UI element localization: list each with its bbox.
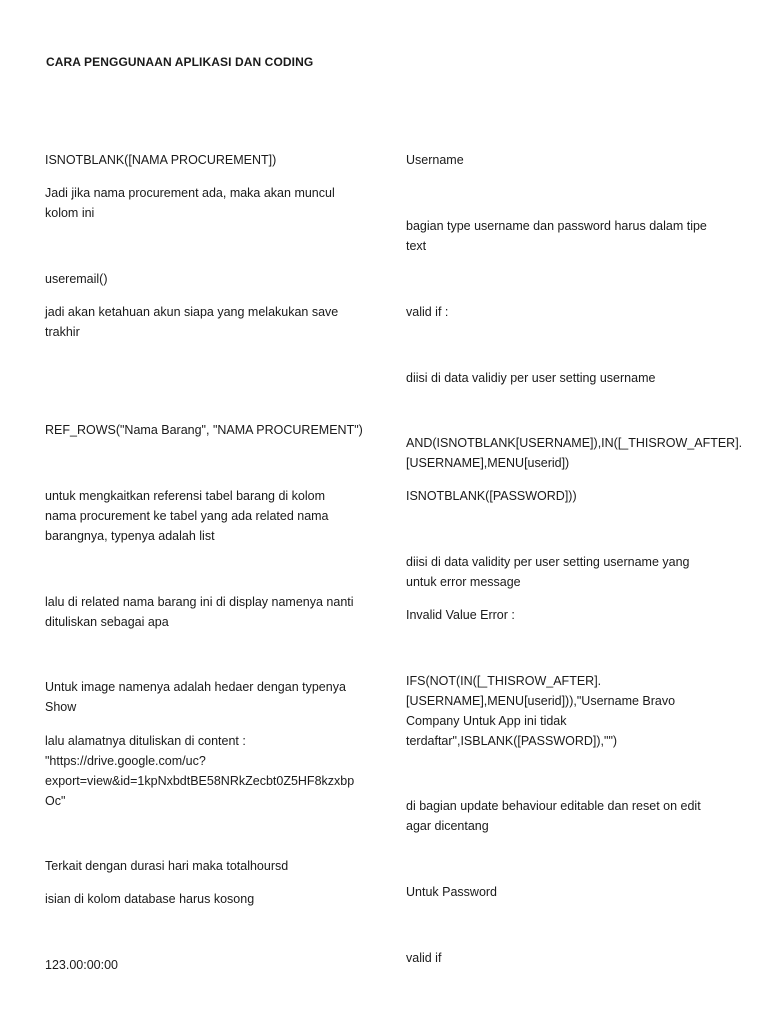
right-paragraph-11: Untuk Password — [406, 885, 498, 899]
page-title: CARA PENGGUNAAN APLIKASI DAN CODING — [46, 55, 314, 69]
left-paragraph-9: lalu alamatnya dituliskan di content : "https://drive.google.com/uc? export=view&id=1kpNxbdtBE58NRkZecbt0Z5HF8kzxbp Oc" — [45, 734, 355, 808]
right-paragraph-3: valid if : — [406, 305, 449, 319]
right-paragraph-1: Username — [406, 153, 464, 167]
right-paragraph-4: diisi di data validiy per user setting username — [406, 371, 656, 385]
right-paragraph-8: Invalid Value Error : — [406, 608, 515, 622]
left-paragraph-10: Terkait dengan durasi hari maka totalhoursd — [45, 859, 289, 873]
left-paragraph-2: Jadi jika nama procurement ada, maka akan muncul kolom ini — [45, 186, 335, 220]
right-paragraph-5: AND(ISNOTBLANK[USERNAME]),IN([_THISROW_AFTER]. [USERNAME],MENU[userid]) — [406, 436, 743, 470]
right-paragraph-7: diisi di data validity per user setting username yang untuk error message — [406, 555, 690, 589]
right-paragraph-10: di bagian update behaviour editable dan reset on edit agar dicentang — [406, 799, 701, 833]
left-paragraph-6: untuk mengkaitkan referensi tabel barang di kolom nama procurement ke tabel yang ada related nama barangnya, typenya adalah list — [45, 489, 329, 543]
right-paragraph-12: valid if — [406, 951, 442, 965]
left-paragraph-4: jadi akan ketahuan akun siapa yang melakukan save trakhir — [45, 305, 339, 339]
right-paragraph-6: ISNOTBLANK([PASSWORD])) — [406, 489, 577, 503]
left-paragraph-5: REF_ROWS("Nama Barang", "NAMA PROCUREMENT") — [45, 423, 363, 437]
left-paragraph-1: ISNOTBLANK([NAMA PROCUREMENT]) — [45, 153, 277, 167]
right-paragraph-2: bagian type username dan password harus dalam tipe text — [406, 219, 707, 253]
right-paragraph-9: IFS(NOT(IN([_THISROW_AFTER]. [USERNAME],MENU[userid])),"Username Bravo Company Untuk App ini tidak terdaftar",ISBLANK([PASSWORD]),"") — [406, 674, 676, 748]
left-paragraph-7: lalu di related nama barang ini di display namenya nanti dituliskan sebagai apa — [45, 595, 354, 629]
left-paragraph-3: useremail() — [45, 272, 108, 286]
left-paragraph-11: isian di kolom database harus kosong — [45, 892, 255, 906]
left-paragraph-8: Untuk image namenya adalah hedaer dengan typenya Show — [45, 680, 346, 714]
left-paragraph-12: 123.00:00:00 — [45, 958, 118, 972]
